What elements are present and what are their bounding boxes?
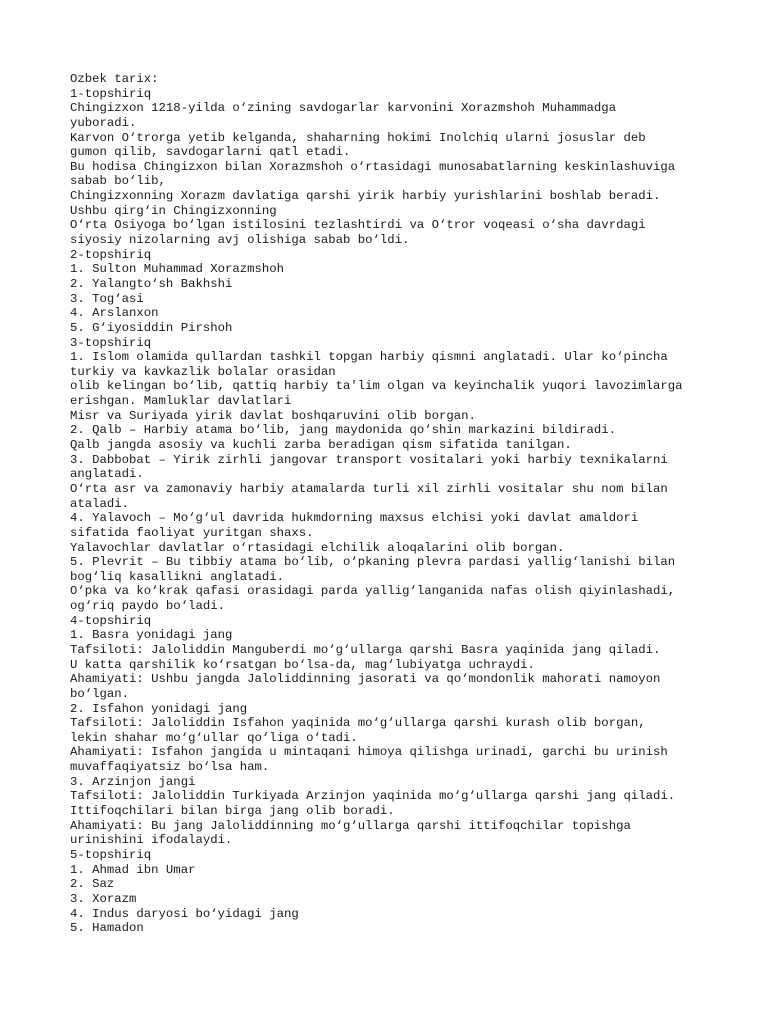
text-line: turkiy va kavkazlik bolalar orasidan <box>70 364 336 379</box>
text-line: 3. Dabbobat – Yirik zirhli jangovar transport vositalari yoki harbiy texnikalarni <box>70 452 668 467</box>
text-line: 4. Indus daryosi bo‘yidagi jang <box>70 906 299 921</box>
text-line: Ahamiyati: Isfahon jangida u mintaqani himoya qilishga urinadi, garchi bu urinish <box>70 745 668 760</box>
text-line: Tafsiloti: Jaloliddin Manguberdi mo‘g‘ullarga qarshi Basra yaqinida jang qiladi. <box>70 642 661 657</box>
text-line: sabab bo‘lib, <box>70 174 166 189</box>
text-line: Tafsiloti: Jaloliddin Isfahon yaqinida mo‘g‘ullarga qarshi kurash olib borgan, <box>70 716 646 731</box>
text-line: U katta qarshilik ko‘rsatgan bo‘lsa-da, mag‘lubiyatga uchraydi. <box>70 657 535 672</box>
text-line: Ittifoqchilari bilan birga jang olib boradi. <box>70 804 395 819</box>
text-line: ataladi. <box>70 496 130 511</box>
text-line: 5. Hamadon <box>70 921 144 936</box>
text-line: Ahamiyati: Bu jang Jaloliddinning mo‘g‘ullarga qarshi ittifoqchilar topishga <box>70 818 631 833</box>
text-line: Ahamiyati: Ushbu jangda Jaloliddinning jasorati va qo‘mondonlik mahorati namoyon <box>70 672 661 687</box>
text-line: 1. Sulton Muhammad Xorazmshoh <box>70 262 285 277</box>
text-line: O‘rta asr va zamonaviy harbiy atamalarda turli xil zirhli vositalar shu nom bilan <box>70 481 668 496</box>
text-line: O‘pka va ko‘krak qafasi orasidagi parda yallig‘langanida nafas olish qiyinlashadi, <box>70 584 676 599</box>
text-line: Ozbek tarix: <box>70 72 159 86</box>
text-line: 1. Islom olamida qullardan tashkil topgan harbiy qismni anglatadi. Ular ko‘pincha <box>70 350 668 365</box>
text-line: 1. Ahmad ibn Umar <box>70 862 196 877</box>
text-line: sifatida faoliyat yuritgan shaxs. <box>70 525 314 540</box>
text-line: Tafsiloti: Jaloliddin Turkiyada Arzinjon yaqinida mo‘g‘ullarga qarshi jang qiladi. <box>70 789 676 804</box>
text-line: olib kelingan bo‘lib, qattiq harbiy ta'lim olgan va keyinchalik yuqori lavozimlarga <box>70 379 683 394</box>
text-line: Yalavochlar davlatlar o‘rtasidagi elchilik aloqalarini olib borgan. <box>70 540 565 555</box>
text-line: 3. Arzinjon jangi <box>70 774 196 789</box>
text-line: gumon qilib, savdogarlarni qatl etadi. <box>70 145 351 160</box>
text-line: O‘rta Osiyoga bo‘lgan istilosini tezlashtirdi va O‘tror voqeasi o‘sha davrdagi <box>70 218 646 233</box>
text-line: 3. Tog‘asi <box>70 291 144 306</box>
text-line: Ushbu qirg‘in Chingizxonning <box>70 203 277 218</box>
text-line: 4. Yalavoch – Mo‘g‘ul davrida hukmdorning maxsus elchisi yoki davlat amaldori <box>70 511 639 526</box>
text-line: 4-topshiriq <box>70 613 152 628</box>
text-line: 2-topshiriq <box>70 247 152 262</box>
text-line: 2. Saz <box>70 877 115 892</box>
text-line: 4. Arslanxon <box>70 306 159 321</box>
text-line: Misr va Suriyada yirik davlat boshqaruvini olib borgan. <box>70 408 476 423</box>
text-line: yuboradi. <box>70 115 137 130</box>
text-line: 5. G‘iyosiddin Pirshoh <box>70 320 233 335</box>
text-line: muvaffaqiyatsiz bo‘lsa ham. <box>70 760 270 775</box>
document-body <box>70 72 748 936</box>
text-line: 5. Plevrit – Bu tibbiy atama bo‘lib, o‘pkaning plevra pardasi yallig‘lanishi bilan <box>70 555 676 570</box>
text-line: siyosiy nizolarning avj olishiga sabab bo‘ldi. <box>70 233 410 248</box>
text-line: Qalb jangda asosiy va kuchli zarba beradigan qism sifatida tanilgan. <box>70 438 572 453</box>
text-line: bo‘lgan. <box>70 686 130 701</box>
text-line: 2. Yalangto‘sh Bakhshi <box>70 276 233 291</box>
text-line: Chingizxon 1218-yilda o‘zining savdogarlar karvonini Xorazmshoh Muhammadga <box>70 101 617 116</box>
text-line: anglatadi. <box>70 467 144 482</box>
text-line: lekin shahar mo‘g‘ullar qo‘liga o‘tadi. <box>70 730 358 745</box>
text-line: Bu hodisa Chingizxon bilan Xorazmshoh o‘rtasidagi munosabatlarning keskinlashuviga <box>70 159 676 174</box>
text-line: 2. Qalb – Harbiy atama bo‘lib, jang maydonida qo‘shin markazini bildiradi. <box>70 423 617 438</box>
text-line: 2. Isfahon yonidagi jang <box>70 701 248 716</box>
text-line: erishgan. Mamluklar davlatlari <box>70 394 292 409</box>
text-line: 5-topshiriq <box>70 847 152 862</box>
text-line: 3. Xorazm <box>70 891 137 906</box>
text-line: 1-topshiriq <box>70 86 152 101</box>
text-line: 1. Basra yonidagi jang <box>70 628 233 643</box>
text-line: urinishini ifodalaydi. <box>70 833 233 848</box>
text-line: og‘riq paydo bo‘ladi. <box>70 599 225 614</box>
text-line: Karvon O‘trorga yetib kelganda, shaharning hokimi Inolchiq ularni josuslar deb <box>70 130 646 145</box>
text-line: bog‘liq kasallikni anglatadi. <box>70 569 285 584</box>
text-line: 3-topshiriq <box>70 335 152 350</box>
text-line: Chingizxonning Xorazm davlatiga qarshi yirik harbiy yurishlarini boshlab beradi. <box>70 189 661 204</box>
